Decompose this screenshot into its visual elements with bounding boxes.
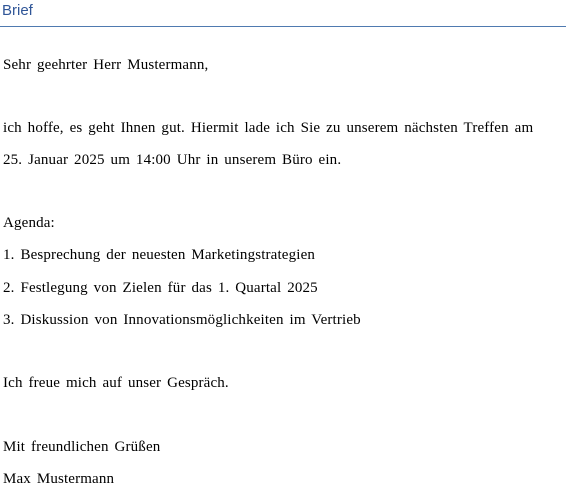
agenda-item-3: 3. Diskussion von Innovationsmöglichkeiten im Vertrieb <box>3 312 361 328</box>
signature: Max Mustermann <box>3 471 115 487</box>
document-title: Brief <box>2 2 33 19</box>
agenda-label: Agenda: <box>3 215 55 231</box>
body-line-2: 25. Januar 2025 um 14:00 Uhr in unserem Büro ein. <box>3 152 342 168</box>
document-header <box>0 0 566 27</box>
closing-phrase: Mit freundlichen Grüßen <box>3 439 161 455</box>
body-line-1: ich hoffe, es geht Ihnen gut. Hiermit lade ich Sie zu unserem nächsten Treffen am <box>3 120 534 136</box>
salutation: Sehr geehrter Herr Mustermann, <box>3 57 209 73</box>
agenda-item-1: 1. Besprechung der neuesten Marketingstrategien <box>3 247 316 263</box>
closing-sentence: Ich freue mich auf unser Gespräch. <box>3 375 229 391</box>
agenda-item-2: 2. Festlegung von Zielen für das 1. Quartal 2025 <box>3 280 318 296</box>
